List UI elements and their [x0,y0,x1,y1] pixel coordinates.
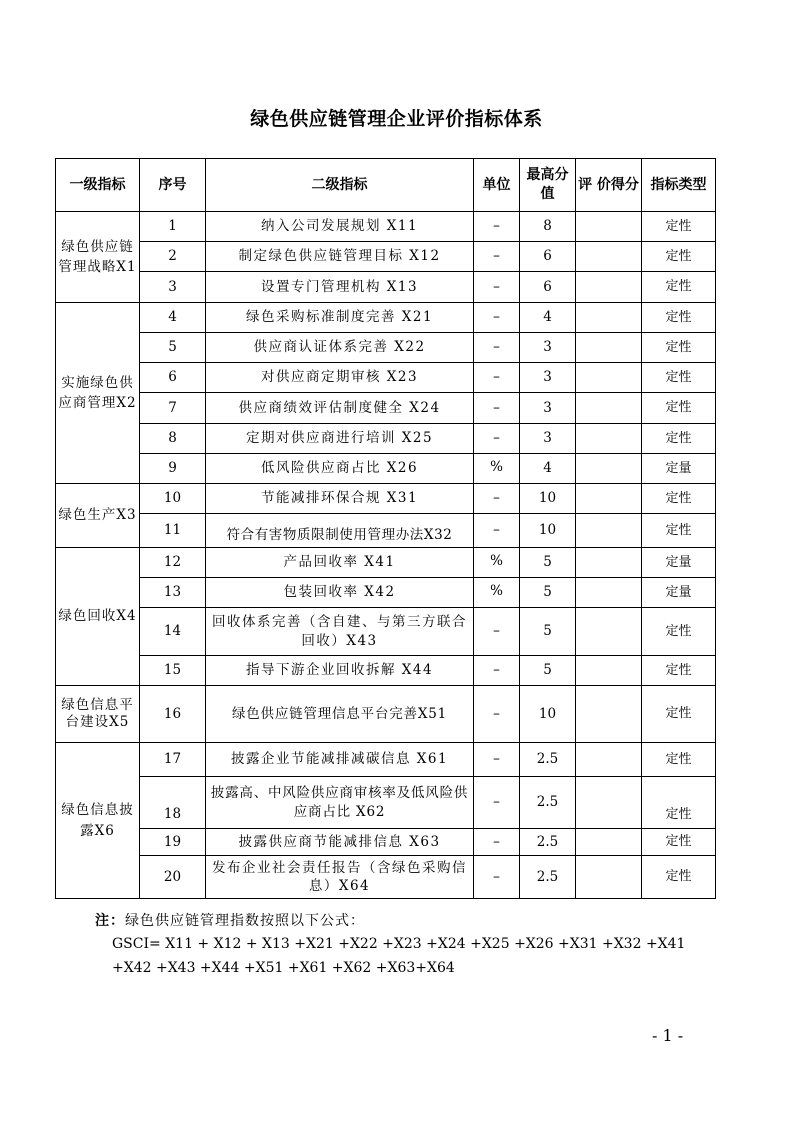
page-number: - 1 - [652,1026,684,1045]
unit-cell: – [474,777,520,829]
indicator-cell: 包装回收率 X42 [206,578,474,608]
type-cell: 定性 [642,303,716,333]
seq-cell: 14 [140,608,206,656]
type-cell: 定性 [642,484,716,514]
type-cell: 定量 [642,578,716,608]
unit-cell: – [474,743,520,777]
indicator-cell: 绿色供应链管理信息平台完善X51 [206,686,474,743]
unit-cell: – [474,424,520,454]
score-cell [576,242,642,272]
max-score-cell: 5 [520,548,576,578]
table-row [56,454,716,484]
type-cell: 定性 [642,777,716,829]
unit-cell: – [474,242,520,272]
seq-cell: 6 [140,363,206,393]
type-cell: 定性 [642,272,716,303]
header-level1: 一级指标 [56,159,140,212]
max-score-cell: 6 [520,272,576,303]
indicator-cell: 对供应商定期审核 X23 [206,363,474,393]
max-score-cell: 3 [520,333,576,363]
note [95,910,365,930]
unit-cell: – [474,608,520,656]
indicator-cell: 低风险供应商占比 X26 [206,454,474,484]
seq-cell: 12 [140,548,206,578]
table-row [56,548,716,578]
max-score-cell: 5 [520,656,576,686]
seq-cell: 13 [140,578,206,608]
seq-cell: 9 [140,454,206,484]
table-row [56,212,716,242]
table-row [56,393,716,424]
unit-cell: – [474,514,520,548]
indicator-cell: 指导下游企业回收拆解 X44 [206,656,474,686]
unit-cell: – [474,686,520,743]
table-row [56,777,716,829]
note-label: 注： [95,913,125,929]
seq-cell: 10 [140,484,206,514]
category-cell: 绿色信息披露X6 [56,743,140,899]
score-cell [576,484,642,514]
max-score-cell: 2.5 [520,856,576,899]
type-cell: 定性 [642,656,716,686]
formula-line-1: GSCI= X11 + X12 + X13 +X21 +X22 +X23 +X24 +X25 +X26 +X31 +X32 +X41 [112,936,686,952]
max-score-cell: 4 [520,303,576,333]
indicator-cell: 回收体系完善（含自建、与第三方联合回收）X43 [206,608,474,656]
score-cell [576,424,642,454]
type-cell: 定性 [642,514,716,548]
table-row [56,333,716,363]
indicator-cell: 纳入公司发展规划 X11 [206,212,474,242]
formula-line-2: +X42 +X43 +X44 +X51 +X61 +X62 +X63+X64 [112,960,455,976]
type-cell: 定性 [642,743,716,777]
score-cell [576,454,642,484]
score-cell [576,777,642,829]
type-cell: 定性 [642,212,716,242]
header-level2: 二级指标 [206,159,474,212]
score-cell [576,212,642,242]
seq-cell: 16 [140,686,206,743]
seq-cell: 18 [140,777,206,829]
seq-cell: 8 [140,424,206,454]
seq-cell: 15 [140,656,206,686]
score-cell [576,608,642,656]
indicator-cell: 定期对供应商进行培训 X25 [206,424,474,454]
max-score-cell: 2.5 [520,829,576,856]
seq-cell: 4 [140,303,206,333]
table-row [56,514,716,548]
unit-cell: % [474,454,520,484]
unit-cell: – [474,272,520,303]
seq-cell: 17 [140,743,206,777]
max-score-cell: 3 [520,363,576,393]
header-unit: 单位 [474,159,520,212]
table-row [56,424,716,454]
max-score-cell: 10 [520,686,576,743]
indicator-cell: 节能减排环保合规 X31 [206,484,474,514]
type-cell: 定性 [642,856,716,899]
category-cell: 绿色信息平台建设X5 [56,686,140,743]
score-cell [576,303,642,333]
score-cell [576,829,642,856]
max-score-cell: 6 [520,242,576,272]
max-score-cell: 4 [520,454,576,484]
max-score-cell: 10 [520,484,576,514]
indicator-cell: 产品回收率 X41 [206,548,474,578]
indicator-table [55,158,716,899]
indicator-cell: 供应商认证体系完善 X22 [206,333,474,363]
seq-cell: 1 [140,212,206,242]
table-row [56,363,716,393]
type-cell: 定性 [642,393,716,424]
max-score-cell: 2.5 [520,743,576,777]
unit-cell: – [474,303,520,333]
unit-cell: – [474,333,520,363]
score-cell [576,578,642,608]
max-score-cell: 3 [520,424,576,454]
table-row [56,656,716,686]
score-cell [576,743,642,777]
seq-cell: 3 [140,272,206,303]
table-row [56,272,716,303]
header-row [56,159,716,212]
indicator-cell: 披露供应商节能减排信息 X63 [206,829,474,856]
unit-cell: – [474,856,520,899]
score-cell [576,686,642,743]
unit-cell: – [474,393,520,424]
table-row [56,686,716,743]
seq-cell: 19 [140,829,206,856]
max-score-cell: 10 [520,514,576,548]
category-cell: 实施绿色供应商管理X2 [56,303,140,484]
note-text: 绿色供应链管理指数按照以下公式： [125,913,365,929]
indicator-cell: 披露高、中风险供应商审核率及低风险供应商占比 X62 [206,777,474,829]
table-row [56,242,716,272]
type-cell: 定性 [642,363,716,393]
table-row [56,829,716,856]
max-score-cell: 8 [520,212,576,242]
unit-cell: % [474,548,520,578]
type-cell: 定量 [642,548,716,578]
score-cell [576,856,642,899]
indicator-cell: 制定绿色供应链管理目标 X12 [206,242,474,272]
score-cell [576,333,642,363]
type-cell: 定性 [642,424,716,454]
category-cell: 绿色供应链管理战略X1 [56,212,140,303]
table-row [56,303,716,333]
type-cell: 定性 [642,242,716,272]
score-cell [576,393,642,424]
category-cell: 绿色回收X4 [56,548,140,686]
score-cell [576,548,642,578]
type-cell: 定性 [642,608,716,656]
type-cell: 定量 [642,454,716,484]
indicator-cell: 披露企业节能减排减碳信息 X61 [206,743,474,777]
seq-cell: 11 [140,514,206,548]
indicator-cell: 供应商绩效评估制度健全 X24 [206,393,474,424]
type-cell: 定性 [642,333,716,363]
max-score-cell: 5 [520,578,576,608]
score-cell [576,514,642,548]
category-cell: 绿色生产X3 [56,484,140,548]
page-title: 绿色供应链管理企业评价指标体系 [250,108,543,130]
seq-cell: 5 [140,333,206,363]
type-cell: 定性 [642,829,716,856]
indicator-cell: 符合有害物质限制使用管理办法X32 [206,514,474,548]
max-score-cell: 5 [520,608,576,656]
header-seq: 序号 [140,159,206,212]
header-type: 指标类型 [642,159,716,212]
seq-cell: 2 [140,242,206,272]
unit-cell: – [474,212,520,242]
max-score-cell: 3 [520,393,576,424]
score-cell [576,656,642,686]
table-row [56,743,716,777]
table-row [56,608,716,656]
table-row [56,856,716,899]
unit-cell: % [474,578,520,608]
indicator-cell: 设置专门管理机构 X13 [206,272,474,303]
header-evaluation: 评 价得分 [576,159,642,212]
unit-cell: – [474,656,520,686]
score-cell [576,363,642,393]
type-cell: 定性 [642,686,716,743]
seq-cell: 7 [140,393,206,424]
max-score-cell: 2.5 [520,777,576,829]
indicator-cell: 发布企业社会责任报告（含绿色采购信息）X64 [206,856,474,899]
unit-cell: – [474,484,520,514]
table-row [56,578,716,608]
score-cell [576,272,642,303]
seq-cell: 20 [140,856,206,899]
header-max-score: 最高分值 [520,159,576,212]
indicator-cell: 绿色采购标准制度完善 X21 [206,303,474,333]
unit-cell: – [474,363,520,393]
unit-cell: – [474,829,520,856]
table-row [56,484,716,514]
